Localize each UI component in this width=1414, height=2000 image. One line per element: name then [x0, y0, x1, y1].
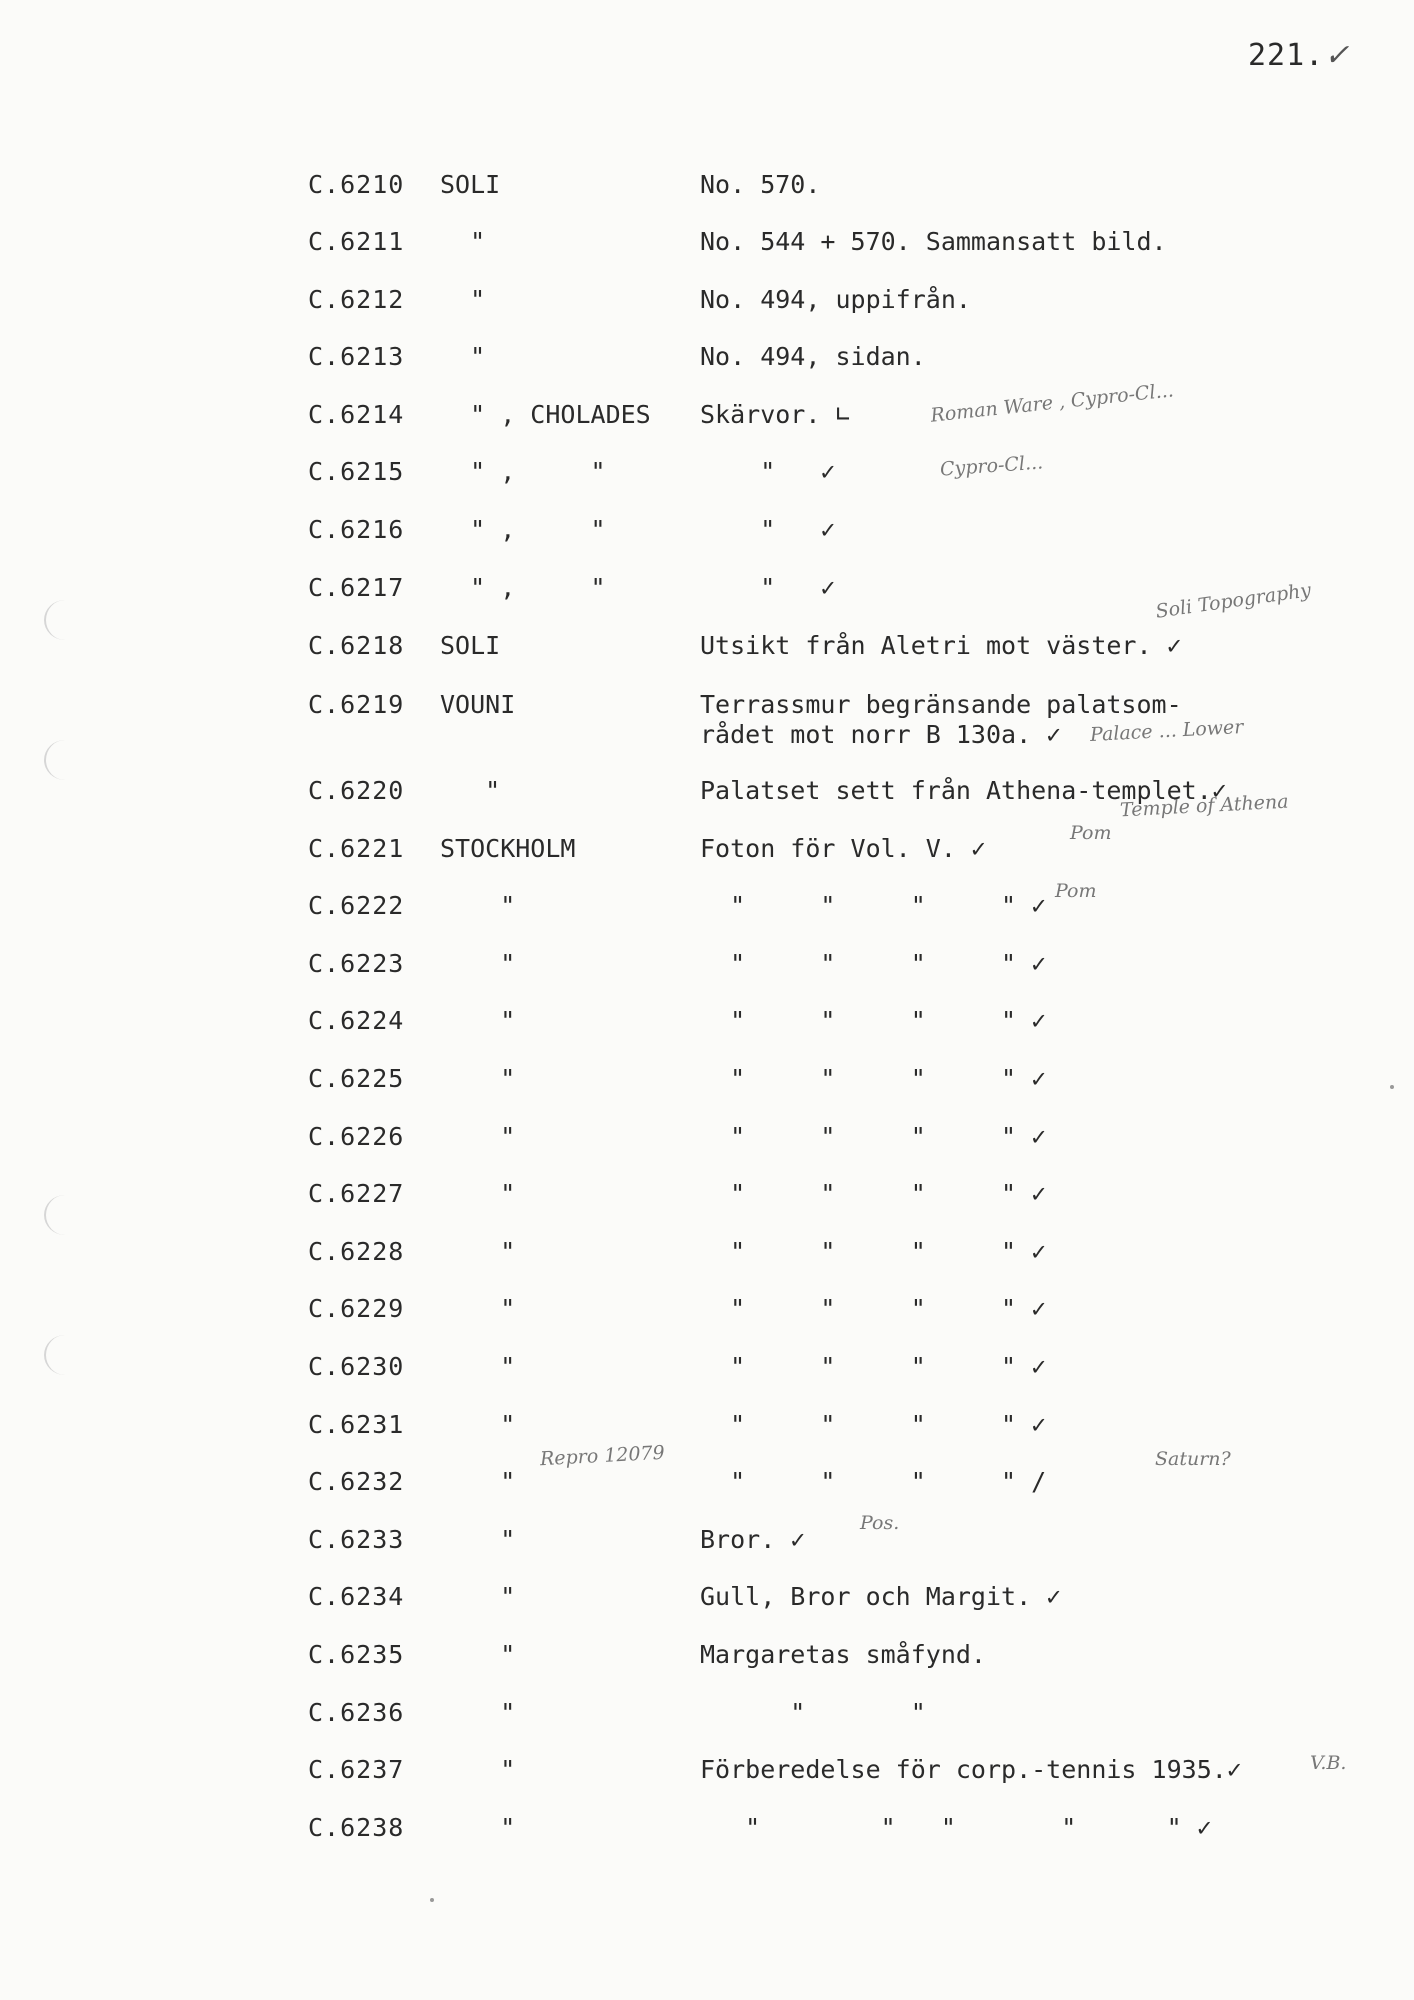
catalog-row — [0, 227, 1414, 271]
description: " " " " / — [700, 1467, 1047, 1496]
description: No. 544 + 570. Sammansatt bild. — [700, 227, 1167, 256]
catalog-row — [0, 285, 1414, 329]
handwritten-note: Soli Topography — [1154, 579, 1313, 623]
site-name: " , CHOLADES — [440, 400, 651, 429]
catalog-number: C.6234 — [308, 1582, 405, 1611]
catalog-row — [0, 1179, 1414, 1223]
catalog-row — [0, 1006, 1414, 1050]
catalog-number: C.6216 — [308, 515, 405, 544]
catalog-number: C.6235 — [308, 1640, 405, 1669]
description: Foton för Vol. V. ✓ — [700, 834, 986, 863]
catalog-row — [0, 1467, 1414, 1511]
site-name: " — [440, 1525, 516, 1554]
site-name: SOLI — [440, 170, 501, 199]
description: Skärvor. ∟ — [700, 400, 851, 429]
catalog-number: C.6231 — [308, 1410, 405, 1439]
site-name: SOLI — [440, 631, 501, 660]
catalog-number: C.6212 — [308, 285, 405, 314]
catalog-number: C.6219 — [308, 690, 405, 719]
description: " " " " ✓ — [700, 1122, 1047, 1151]
site-name: " — [440, 1467, 516, 1496]
site-name: " — [440, 1237, 516, 1266]
catalog-number: C.6222 — [308, 891, 405, 920]
handwritten-note: Cypro-Cl... — [939, 451, 1044, 481]
catalog-number: C.6226 — [308, 1122, 405, 1151]
catalog-row — [0, 1237, 1414, 1281]
catalog-number: C.6233 — [308, 1525, 405, 1554]
description: " " " " ✓ — [700, 1179, 1047, 1208]
catalog-number: C.6211 — [308, 227, 405, 256]
catalog-number: C.6237 — [308, 1755, 405, 1784]
description: Palatset sett från Athena-templet.✓ — [700, 776, 1227, 805]
handwritten-note: Roman Ware , Cypro-Cl... — [929, 379, 1175, 427]
paper-speck — [430, 1898, 434, 1902]
handwritten-note: Saturn? — [1155, 1448, 1231, 1470]
site-name: " — [440, 1006, 516, 1035]
handwritten-note: V.B. — [1310, 1752, 1347, 1774]
site-name: STOCKHOLM — [440, 834, 576, 863]
catalog-number: C.6223 — [308, 949, 405, 978]
catalog-number: C.6225 — [308, 1064, 405, 1093]
punch-hole-mark — [44, 740, 86, 780]
catalog-row — [0, 1698, 1414, 1742]
catalog-row — [0, 1755, 1414, 1799]
catalog-number: C.6217 — [308, 573, 405, 602]
site-name: " — [440, 949, 516, 978]
description: " " " " ✓ — [700, 1352, 1047, 1381]
description: " " — [700, 1698, 926, 1727]
handwritten-note: Temple of Athena — [1119, 790, 1290, 822]
description: No. 570. — [700, 170, 821, 199]
catalog-row — [0, 1352, 1414, 1396]
description: Margaretas småfynd. — [700, 1640, 986, 1669]
description: Bror. ✓ — [700, 1525, 806, 1554]
catalog-number: C.6230 — [308, 1352, 405, 1381]
description: " " " " ✓ — [700, 1237, 1047, 1266]
catalog-row — [0, 1294, 1414, 1338]
catalog-row — [0, 1640, 1414, 1684]
description: No. 494, sidan. — [700, 342, 926, 371]
catalog-number: C.6210 — [308, 170, 405, 199]
description: " ✓ — [700, 457, 836, 486]
description: " " " " ✓ — [700, 1006, 1047, 1035]
description: " ✓ — [700, 573, 836, 602]
site-name: " , " — [440, 515, 606, 544]
catalog-row — [0, 1122, 1414, 1166]
site-name: " — [440, 1352, 516, 1381]
description: " " " " ✓ — [700, 1064, 1047, 1093]
description: " " " " ✓ — [700, 1410, 1047, 1439]
page-number — [1248, 38, 1350, 73]
description: " " " " ✓ — [700, 1294, 1047, 1323]
site-name: " — [440, 1294, 516, 1323]
catalog-row — [0, 891, 1414, 935]
catalog-row — [0, 949, 1414, 993]
site-name: " , " — [440, 457, 606, 486]
page-number-text: 221. — [1248, 38, 1325, 73]
catalog-row — [0, 170, 1414, 214]
catalog-number: C.6227 — [308, 1179, 405, 1208]
catalog-number: C.6220 — [308, 776, 405, 805]
description: " ✓ — [700, 515, 836, 544]
site-name: " — [440, 227, 486, 256]
site-name: " — [440, 891, 516, 920]
catalog-row — [0, 1525, 1414, 1569]
catalog-row — [0, 1813, 1414, 1857]
description: No. 494, uppifrån. — [700, 285, 971, 314]
description: Förberedelse för corp.-tennis 1935.✓ — [700, 1755, 1242, 1784]
catalog-row — [0, 457, 1414, 501]
description: " " " " ✓ — [700, 949, 1047, 978]
site-name: " , " — [440, 573, 606, 602]
catalog-row — [0, 515, 1414, 559]
catalog-row — [0, 342, 1414, 386]
site-name: " — [440, 776, 501, 805]
catalog-number: C.6221 — [308, 834, 405, 863]
catalog-row — [0, 1064, 1414, 1108]
site-name: " — [440, 1813, 516, 1842]
description: " " " " ✓ — [700, 891, 1047, 920]
site-name: VOUNI — [440, 690, 516, 719]
site-name: " — [440, 1179, 516, 1208]
handwritten-note: Repro 12079 — [539, 1441, 666, 1471]
catalog-row — [0, 631, 1414, 675]
handwritten-note: Pom — [1070, 822, 1112, 844]
catalog-number: C.6236 — [308, 1698, 405, 1727]
handwritten-note: Pos. — [860, 1512, 900, 1534]
catalog-number: C.6232 — [308, 1467, 405, 1496]
catalog-number: C.6229 — [308, 1294, 405, 1323]
catalog-row — [0, 1582, 1414, 1626]
site-name: " — [440, 1582, 516, 1611]
catalog-row — [0, 834, 1414, 878]
catalog-number: C.6213 — [308, 342, 405, 371]
catalog-row — [0, 400, 1414, 444]
catalog-number: C.6238 — [308, 1813, 405, 1842]
catalog-number: C.6215 — [308, 457, 405, 486]
catalog-number: C.6228 — [308, 1237, 405, 1266]
description: Gull, Bror och Margit. ✓ — [700, 1582, 1062, 1611]
description: Terrassmur begränsande palatsom- rådet mot norr B 130a. ✓ — [700, 690, 1182, 749]
description: " " " " " ✓ — [700, 1813, 1212, 1842]
site-name: " — [440, 342, 486, 371]
site-name: " — [440, 1122, 516, 1151]
catalog-number: C.6224 — [308, 1006, 405, 1035]
checkmark-icon: ✓ — [1324, 38, 1351, 73]
handwritten-note: Palace ... Lower — [1089, 716, 1244, 746]
description: Utsikt från Aletri mot väster. ✓ — [700, 631, 1182, 660]
site-name: " — [440, 1064, 516, 1093]
site-name: " — [440, 1698, 516, 1727]
site-name: " — [440, 1640, 516, 1669]
catalog-number: C.6214 — [308, 400, 405, 429]
catalog-number: C.6218 — [308, 631, 405, 660]
site-name: " — [440, 285, 486, 314]
handwritten-note: Pom — [1055, 880, 1097, 902]
site-name: " — [440, 1755, 516, 1784]
site-name: " — [440, 1410, 516, 1439]
